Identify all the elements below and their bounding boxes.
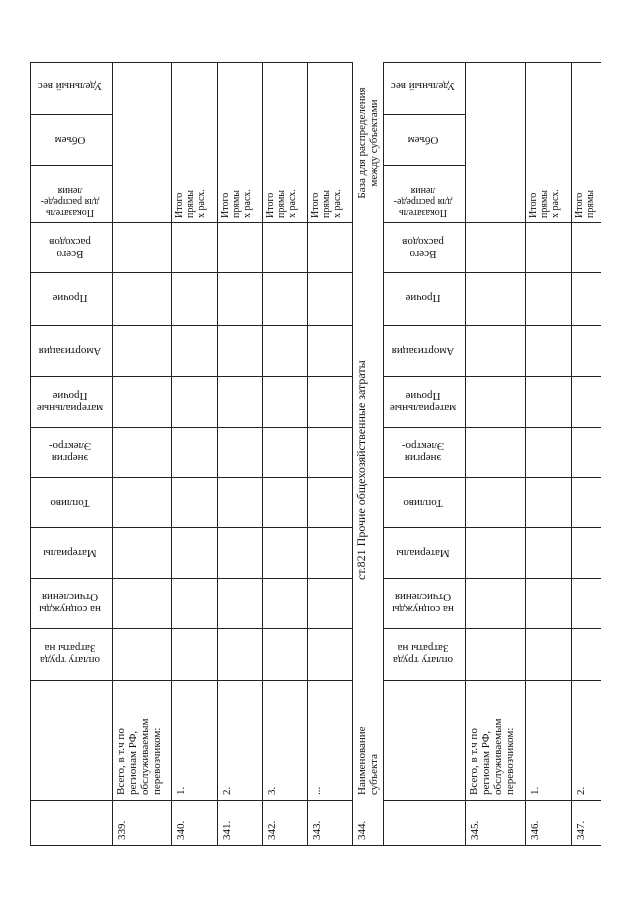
row-name-line: перевозчиком: xyxy=(504,727,516,795)
direct-costs-line: прямы xyxy=(539,190,550,218)
direct-costs-line: х расх. xyxy=(287,189,298,218)
row-name-line: перевозчиком: xyxy=(151,727,163,795)
col-divider xyxy=(30,376,353,377)
row-divider xyxy=(465,62,466,846)
header-social-line: на соцнужды xyxy=(39,603,101,615)
section-base-line: База для распределения xyxy=(356,87,368,199)
direct-costs-label xyxy=(265,189,298,218)
row-name xyxy=(115,719,163,795)
col-divider xyxy=(383,800,601,801)
row-name: 1. xyxy=(175,786,187,795)
header-social-line: Отчисления xyxy=(41,591,99,603)
col-divider xyxy=(383,325,601,326)
col-divider xyxy=(383,165,465,166)
header-amortization: Амортизация xyxy=(38,345,102,357)
table-border-top xyxy=(383,62,601,63)
header-indicator-line: ления xyxy=(57,185,83,196)
col-divider xyxy=(383,477,601,478)
direct-costs-label xyxy=(220,189,253,218)
row-divider xyxy=(571,62,572,846)
col-divider xyxy=(30,272,353,273)
direct-costs-line: х расх. xyxy=(550,189,561,218)
direct-costs-line: Итого xyxy=(220,192,231,218)
header-total-line: расходов xyxy=(402,236,444,248)
table-border-bottom xyxy=(30,845,601,846)
header-indicator-line: для распреде- xyxy=(40,196,100,207)
direct-costs-line: прямы xyxy=(585,190,596,218)
direct-costs-line: Итого xyxy=(310,192,321,218)
row-number: 344. xyxy=(356,820,368,840)
row-name xyxy=(356,726,380,795)
header-indicator-line: для распреде- xyxy=(393,196,453,207)
header-social-line: на соцнужды xyxy=(392,603,454,615)
header-labor-line: оплату труда xyxy=(40,654,100,666)
direct-costs-line: Итого xyxy=(528,192,539,218)
header-labor xyxy=(28,642,112,666)
row-divider xyxy=(262,62,263,846)
row-number: 342. xyxy=(266,820,278,840)
col-divider xyxy=(30,800,353,801)
row-name-line: субъекта xyxy=(368,753,380,795)
row-name: 2. xyxy=(221,786,233,795)
header-electricity-line: Электро- xyxy=(48,440,92,452)
header-electricity-line: энергия xyxy=(404,452,442,464)
row-number: 343. xyxy=(311,820,323,840)
row-name-line: обслуживаемым xyxy=(139,718,151,795)
header-volume: Объем xyxy=(54,134,86,146)
row-number: 339. xyxy=(116,820,128,840)
row-number: 347. xyxy=(575,820,587,840)
col-divider xyxy=(30,222,353,223)
header-weight: Удельный вес xyxy=(390,80,456,92)
header-total xyxy=(381,236,465,260)
col-divider xyxy=(383,427,601,428)
col-divider xyxy=(383,680,601,681)
row-name-line: регионам РФ, xyxy=(127,730,139,795)
row-divider xyxy=(525,62,526,846)
header-total-line: Всего xyxy=(409,248,437,260)
direct-costs-line: прямы xyxy=(231,190,242,218)
col-divider xyxy=(383,272,601,273)
header-weight: Удельный вес xyxy=(37,80,103,92)
col-divider xyxy=(30,578,353,579)
header-electricity-line: Электро- xyxy=(401,440,445,452)
header-total-line: Всего xyxy=(56,248,84,260)
section-article-title: ст.821 Прочие общехозяйственные затраты xyxy=(354,360,368,580)
col-divider xyxy=(30,325,353,326)
header-electricity xyxy=(381,440,465,464)
direct-costs-line: Итого xyxy=(574,192,585,218)
header-social-line: Отчисления xyxy=(394,591,452,603)
col-divider xyxy=(30,165,112,166)
header-other-materials-line: материальные xyxy=(389,402,457,414)
header-labor-line: Затраты на xyxy=(397,642,449,654)
direct-costs-label xyxy=(310,189,343,218)
section-base-line: между субъектами xyxy=(368,99,380,187)
col-divider xyxy=(30,427,353,428)
row-number: 340. xyxy=(175,820,187,840)
header-indicator-line: Показатель xyxy=(399,207,447,218)
direct-costs-line: Итого xyxy=(174,192,185,218)
col-divider xyxy=(383,222,601,223)
header-indicator xyxy=(381,168,465,218)
header-other-materials xyxy=(28,390,112,414)
direct-costs-line: х расх. xyxy=(242,189,253,218)
header-indicator-line: Показатель xyxy=(46,207,94,218)
header-amortization: Амортизация xyxy=(391,345,455,357)
row-name-line: Всего, в т.ч по xyxy=(115,728,127,795)
header-other: Прочие xyxy=(52,292,88,304)
header-social xyxy=(28,591,112,615)
header-indicator-line: ления xyxy=(410,185,436,196)
col-divider xyxy=(383,376,601,377)
header-total-line: расходов xyxy=(49,236,91,248)
col-divider xyxy=(30,114,112,115)
row-number: 341. xyxy=(221,820,233,840)
header-other-materials xyxy=(381,390,465,414)
col-divider xyxy=(30,680,353,681)
row-name-line: обслуживаемым xyxy=(492,718,504,795)
row-divider xyxy=(217,62,218,846)
direct-costs-line: прямы xyxy=(321,190,332,218)
header-labor-line: оплату труда xyxy=(393,654,453,666)
col-divider xyxy=(383,114,465,115)
col-divider xyxy=(383,628,601,629)
header-other-materials-line: материальные xyxy=(36,402,104,414)
row-divider xyxy=(352,62,353,846)
row-divider xyxy=(112,62,113,846)
row-name-line: регионам РФ, xyxy=(480,730,492,795)
header-electricity xyxy=(28,440,112,464)
direct-costs-line: х расх. xyxy=(332,189,343,218)
row-divider xyxy=(307,62,308,846)
header-volume: Объем xyxy=(407,134,439,146)
direct-costs-line: Итого xyxy=(265,192,276,218)
col-divider xyxy=(383,578,601,579)
row-name: 2. xyxy=(575,786,587,795)
header-other-materials-line: Прочие xyxy=(52,390,88,402)
row-name: 1. xyxy=(529,786,541,795)
direct-costs-label xyxy=(528,189,561,218)
section-base-title xyxy=(356,68,380,218)
header-other-materials-line: Прочие xyxy=(405,390,441,402)
direct-costs-line: прямы xyxy=(185,190,196,218)
row-name: ... xyxy=(311,786,323,795)
direct-costs-line: прямы xyxy=(276,190,287,218)
header-indicator xyxy=(28,168,112,218)
header-other: Прочие xyxy=(405,292,441,304)
direct-costs-label xyxy=(174,189,207,218)
col-divider xyxy=(30,628,353,629)
header-labor xyxy=(381,642,465,666)
row-name xyxy=(468,719,516,795)
col-divider xyxy=(30,527,353,528)
header-materials: Материалы xyxy=(43,547,97,559)
header-fuel: Топливо xyxy=(50,497,90,509)
col-divider xyxy=(383,527,601,528)
header-social xyxy=(381,591,465,615)
row-number: 345. xyxy=(469,820,481,840)
row-divider xyxy=(171,62,172,846)
header-electricity-line: энергия xyxy=(51,452,89,464)
header-fuel: Топливо xyxy=(403,497,443,509)
header-labor-line: Затраты на xyxy=(44,642,96,654)
direct-costs-line: х расх. xyxy=(196,189,207,218)
direct-costs-label xyxy=(574,190,596,218)
col-divider xyxy=(30,477,353,478)
table-border-top xyxy=(30,62,353,63)
header-materials: Материалы xyxy=(396,547,450,559)
row-number: 346. xyxy=(529,820,541,840)
row-name: 3. xyxy=(266,786,278,795)
row-name-line: Наименование xyxy=(356,726,368,795)
row-name-line: Всего, в т.ч по xyxy=(468,728,480,795)
header-total xyxy=(28,236,112,260)
